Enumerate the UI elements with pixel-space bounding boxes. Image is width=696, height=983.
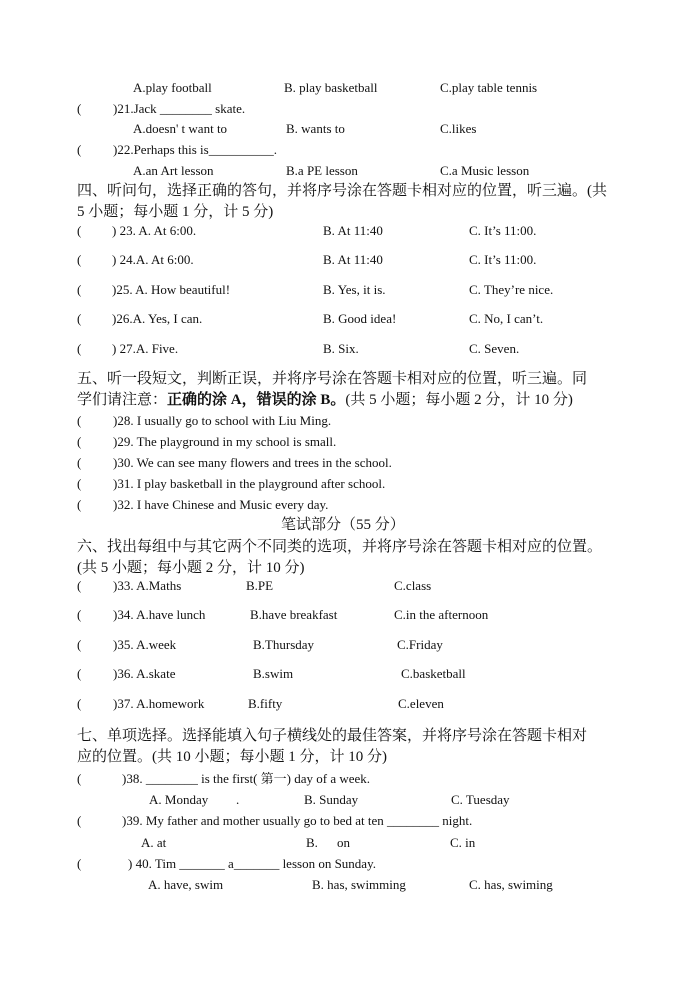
q39-paren: ( <box>77 813 82 828</box>
q30-statement: )30. We can see many flowers and trees in the school. <box>113 455 392 470</box>
q33-option-a: )33. A.Maths <box>113 578 182 593</box>
q25-option-a: )25. A. How beautiful! <box>112 282 231 297</box>
q24-paren: ( <box>77 252 82 267</box>
q24-option-a: ) 24.A. At 6:00. <box>112 252 194 267</box>
q20-option-a: A.play football <box>133 80 212 95</box>
q36-option-b: B.swim <box>253 666 294 681</box>
q37-paren: ( <box>77 696 82 711</box>
q22-option-c: C.a Music lesson <box>440 163 530 178</box>
q34-option-c: C.in the afternoon <box>394 607 489 622</box>
q26-option-b: B. Good idea! <box>323 311 397 326</box>
q40-option-c: C. has, swiming <box>469 877 553 892</box>
q26-option-a: )26.A. Yes, I can. <box>112 311 203 326</box>
q39-option-b-letter: B. <box>306 835 318 850</box>
q38-option-c: C. Tuesday <box>451 792 510 807</box>
q34-paren: ( <box>77 607 82 622</box>
q23-option-c: C. It’s 11:00. <box>469 223 537 238</box>
section5-title-pre: 学们请注意： <box>77 392 168 408</box>
section4-title-line1: 四、听问句，选择正确的答句，并将序号涂在答题卡相对应的位置，听三遍。(共 <box>77 183 607 199</box>
q33-option-b: B.PE <box>246 578 274 593</box>
q37-option-c: C.eleven <box>398 696 444 711</box>
q32-statement: )32. I have Chinese and Music every day. <box>113 497 329 512</box>
q38-option-a: A. Monday <box>149 792 209 807</box>
section6-title-line2: (共 5 小题；每小题 2 分，计 10 分) <box>77 560 305 576</box>
q33-option-c: C.class <box>394 578 432 593</box>
q31-paren: ( <box>77 476 82 491</box>
q22-paren: ( <box>77 142 82 157</box>
section5-title-line2 <box>77 391 573 409</box>
q20-option-c: C.play table tennis <box>440 80 538 95</box>
q22-option-b: B.a PE lesson <box>286 163 358 178</box>
section7-title-line2: 应的位置。(共 10 小题；每小题 1 分，计 10 分) <box>77 749 387 765</box>
q35-paren: ( <box>77 637 82 652</box>
q32-paren: ( <box>77 497 82 512</box>
q26-paren: ( <box>77 311 82 326</box>
q28-statement: )28. I usually go to school with Liu Ming. <box>113 413 332 428</box>
q23-option-b: B. At 11:40 <box>323 223 383 238</box>
section5-title-line1: 五、听一段短文，判断正误，并将序号涂在答题卡相对应的位置，听三遍。同 <box>77 371 588 387</box>
q34-option-a: )34. A.have lunch <box>113 607 206 622</box>
q40-option-a: A. have, swim <box>148 877 224 892</box>
q40-stem: ) 40. Tim _______ a_______ lesson on Sunday. <box>128 856 376 871</box>
q21-option-a: A.doesn' t want to <box>133 121 228 136</box>
q25-option-b: B. Yes, it is. <box>323 282 386 297</box>
section6-title-line1: 六、找出每组中与其它两个不同类的选项，并将序号涂在答题卡相对应的位置。 <box>77 539 603 555</box>
q22-stem: )22.Perhaps this is__________. <box>113 142 277 157</box>
q30-paren: ( <box>77 455 82 470</box>
q31-statement: )31. I play basketball in the playground after school. <box>113 476 386 491</box>
written-section-header: 笔试部分（55 分） <box>281 517 405 533</box>
q38-paren: ( <box>77 771 82 786</box>
q38-stem: )38. ________ is the first( 第一) day of a week. <box>122 771 371 786</box>
q24-option-c: C. It’s 11:00. <box>469 252 537 267</box>
q40-paren: ( <box>77 856 82 871</box>
q36-option-c: C.basketball <box>401 666 466 681</box>
q38-dot: . <box>236 792 240 807</box>
q39-option-c: C. in <box>450 835 476 850</box>
section7-title-line1: 七、单项选择。选择能填入句子横线处的最佳答案，并将序号涂在答题卡相对 <box>77 728 588 744</box>
q21-option-c: C.likes <box>440 121 477 136</box>
q29-statement: )29. The playground in my school is small. <box>113 434 337 449</box>
q35-option-a: )35. A.week <box>113 637 177 652</box>
q33-paren: ( <box>77 578 82 593</box>
q37-option-b: B.fifty <box>248 696 283 711</box>
q26-option-c: C. No, I can’t. <box>469 311 544 326</box>
q36-option-a: )36. A.skate <box>113 666 176 681</box>
q39-option-a: A. at <box>141 835 167 850</box>
section4-title-line2: 5 小题；每小题 1 分，计 5 分) <box>77 204 274 220</box>
q21-option-b: B. wants to <box>286 121 345 136</box>
q25-paren: ( <box>77 282 82 297</box>
q34-option-b: B.have breakfast <box>250 607 338 622</box>
q23-paren: ( <box>77 223 82 238</box>
q27-option-c: C. Seven. <box>469 341 520 356</box>
q24-option-b: B. At 11:40 <box>323 252 383 267</box>
q39-stem: )39. My father and mother usually go to bed at ten ________ night. <box>122 813 473 828</box>
q29-paren: ( <box>77 434 82 449</box>
q20-option-b: B. play basketball <box>284 80 378 95</box>
section5-title-post: (共 5 小题；每小题 2 分，计 10 分) <box>345 392 573 408</box>
q28-paren: ( <box>77 413 82 428</box>
q40-option-b: B. has, swimming <box>312 877 406 892</box>
q21-paren: ( <box>77 101 82 116</box>
q36-paren: ( <box>77 666 82 681</box>
section5-title-rule: 正确的涂 A，错误的涂 B。 <box>167 392 346 408</box>
q27-option-a: ) 27.A. Five. <box>112 341 179 356</box>
q21-stem: )21.Jack ________ skate. <box>113 101 246 116</box>
q23-option-a: ) 23. A. At 6:00. <box>112 223 197 238</box>
q35-option-b: B.Thursday <box>253 637 315 652</box>
q38-option-b: B. Sunday <box>304 792 359 807</box>
q27-option-b: B. Six. <box>323 341 359 356</box>
q35-option-c: C.Friday <box>397 637 443 652</box>
q22-option-a: A.an Art lesson <box>133 163 214 178</box>
q37-option-a: )37. A.homework <box>113 696 205 711</box>
q25-option-c: C. They’re nice. <box>469 282 554 297</box>
q27-paren: ( <box>77 341 82 356</box>
q39-option-b: on <box>337 835 350 850</box>
